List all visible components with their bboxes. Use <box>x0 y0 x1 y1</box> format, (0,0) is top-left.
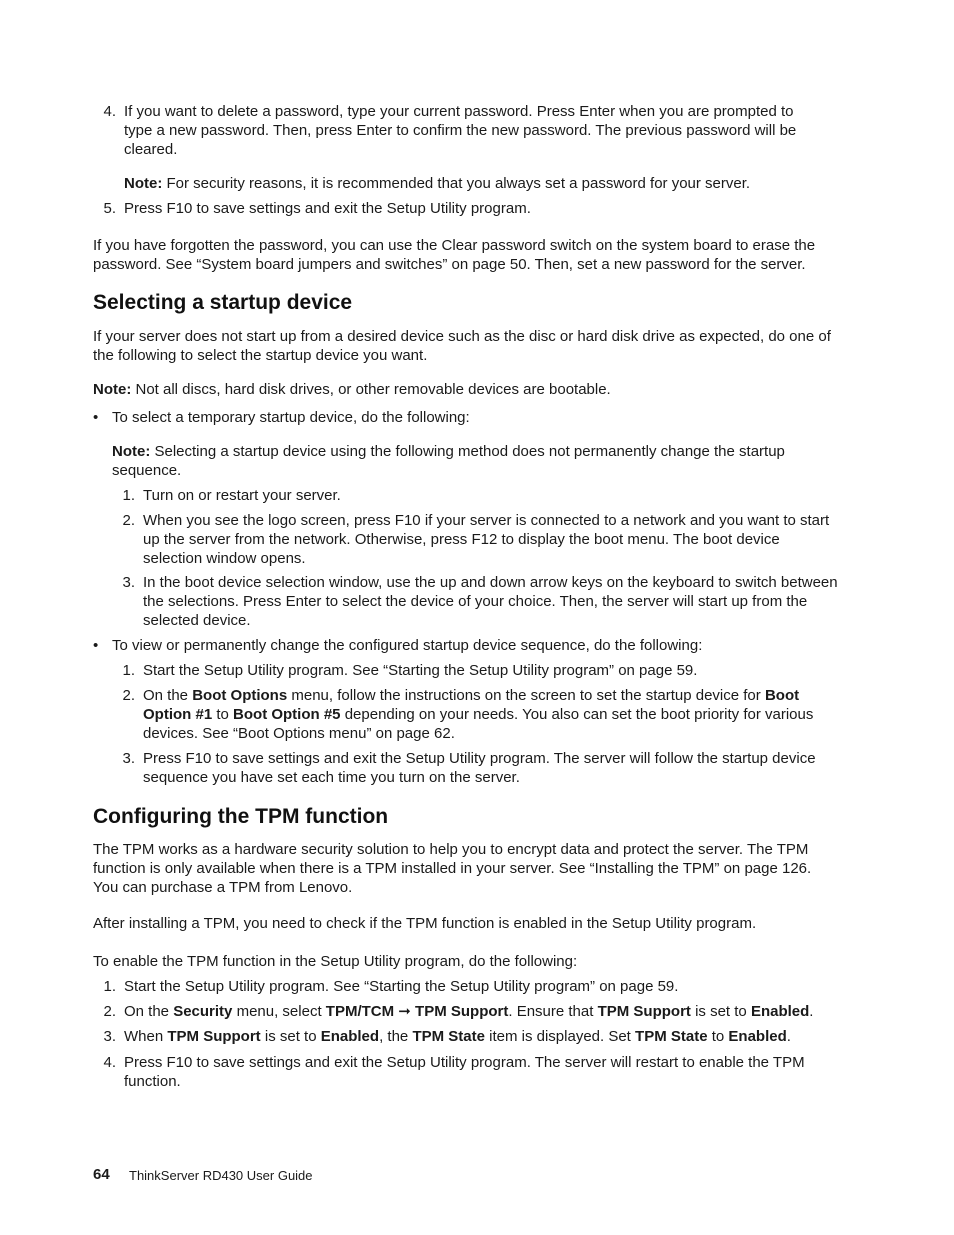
step-text: In the boot device selection window, use the up and down arrow keys on the keyboard to switch between the selections. Press Enter to select the device of your choice. Then, the server will start up from the selected device. <box>143 574 838 629</box>
page-number: 64 <box>93 1166 110 1183</box>
step-text <box>124 1003 854 1022</box>
menu-name: TPM/TCM <box>325 1003 395 1020</box>
text-run: , the <box>379 1028 413 1045</box>
step-number: 2. <box>122 512 135 529</box>
step-number: 3. <box>103 1028 116 1045</box>
note-label: Note: <box>124 175 163 192</box>
step-text: When you see the logo screen, press F10 if your server is connected to a network and you want to start up the server from the network. Otherwise, press F12 to display the boot menu. The boot device selection window opens. <box>143 512 830 567</box>
text-run: On the <box>143 687 193 704</box>
note <box>124 175 844 194</box>
list-item-text: Press F10 to save settings and exit the Setup Utility program. <box>124 200 531 217</box>
step-text <box>124 1028 854 1047</box>
option-name: TPM State <box>412 1028 485 1045</box>
option-name: TPM Support <box>597 1003 691 1020</box>
step-text: Start the Setup Utility program. See “Starting the Setup Utility program” on page 59. <box>124 978 679 995</box>
text-run: menu, select <box>232 1003 326 1020</box>
note-label: Note: <box>93 381 132 398</box>
step-number: 3. <box>122 574 135 591</box>
text-run: depending on your needs. You also can set the boot priority for various devices. See “Boot Options menu” on page 62. <box>143 705 814 742</box>
section-heading: Configuring the TPM function <box>93 805 389 828</box>
step-text: Start the Setup Utility program. See “Starting the Setup Utility program” on page 59. <box>143 662 698 679</box>
text-run: item is displayed. Set <box>484 1028 636 1045</box>
step-text: Press F10 to save settings and exit the Setup Utility program. The server will restart to enable the TPM function. <box>124 1054 805 1090</box>
section-heading: Selecting a startup device <box>93 291 353 314</box>
bullet-mark: • <box>93 409 99 426</box>
text-run: . <box>786 1028 791 1045</box>
footer-title: ThinkServer RD430 User Guide <box>129 1168 313 1183</box>
option-value: Enabled <box>320 1028 380 1045</box>
note-text: Not all discs, hard disk drives, or other removable devices are bootable. <box>131 381 611 398</box>
option-name: TPM Support <box>415 1003 509 1020</box>
option-value: Enabled <box>750 1003 810 1020</box>
option-name: TPM State <box>635 1028 708 1045</box>
paragraph: After installing a TPM, you need to check if the TPM function is enabled in the Setup Utility program. <box>93 915 757 932</box>
step-text: Turn on or restart your server. <box>143 487 341 504</box>
paragraph: If you have forgotten the password, you can use the Clear password switch on the system board to erase the password. See “System board jumpers and switches” on page 50. Then, set a new password for the server. <box>93 237 816 273</box>
paragraph: To enable the TPM function in the Setup Utility program, do the following: <box>93 953 578 970</box>
bullet-text: To view or permanently change the configured startup device sequence, do the following: <box>112 637 703 654</box>
step-number: 3. <box>122 750 135 767</box>
step-number: 1. <box>122 487 135 504</box>
bullet-text: To select a temporary startup device, do the following: <box>112 409 470 426</box>
text-run: to <box>212 705 234 723</box>
text-run: On the <box>124 1003 174 1020</box>
note-label: Note: <box>112 443 151 460</box>
note-text: Selecting a startup device using the following method does not permanently change the startup sequence. <box>112 443 785 479</box>
text-run: When <box>124 1028 168 1045</box>
list-item-text: If you want to delete a password, type your current password. Press Enter when you are prompted to type a new password. Then, press Enter to confirm the new password. The previous password will be cleared. <box>124 103 797 158</box>
text-run: menu, follow the instructions on the screen to set the startup device for <box>287 687 765 704</box>
paragraph: If your server does not start up from a desired device such as the disc or hard disk drive as expected, do one of the following to select the startup device you want. <box>93 328 831 364</box>
step-number: 4. <box>103 1054 116 1071</box>
note <box>93 381 853 400</box>
menu-name: Security <box>173 1003 233 1020</box>
text-run: . Ensure that <box>508 1003 598 1020</box>
list-number: 4. <box>103 103 116 120</box>
menu-name: Boot Options <box>192 687 288 704</box>
arrow-icon: ➞ <box>394 1003 416 1020</box>
list-number: 5. <box>103 200 116 217</box>
step-number: 1. <box>122 662 135 679</box>
text-run: is set to <box>690 1003 751 1020</box>
text-run: . <box>809 1003 814 1020</box>
paragraph: The TPM works as a hardware security solution to help you to encrypt data and protect the server. The TPM function is only available when there is a TPM installed in your server. See “Installing the TPM” on page 126. You can purchase a TPM from Lenovo. <box>93 841 812 896</box>
note-text: For security reasons, it is recommended that you always set a password for your server. <box>162 175 751 192</box>
step-number: 2. <box>103 1003 116 1020</box>
step-number: 1. <box>103 978 116 995</box>
step-text: Press F10 to save settings and exit the Setup Utility program. The server will follow the startup device sequence you have set each time you turn on the server. <box>143 750 816 786</box>
option-name: Boot Option #5 <box>233 705 341 723</box>
bullet-mark: • <box>93 637 99 654</box>
text-run: to <box>707 1028 729 1045</box>
option-name: TPM Support <box>167 1028 261 1045</box>
option-value: Enabled <box>728 1028 787 1045</box>
text-run: is set to <box>260 1028 321 1045</box>
step-text <box>143 687 846 743</box>
note <box>112 443 834 481</box>
step-number: 2. <box>122 687 135 704</box>
option-name: Boot Option #1 <box>143 687 800 723</box>
